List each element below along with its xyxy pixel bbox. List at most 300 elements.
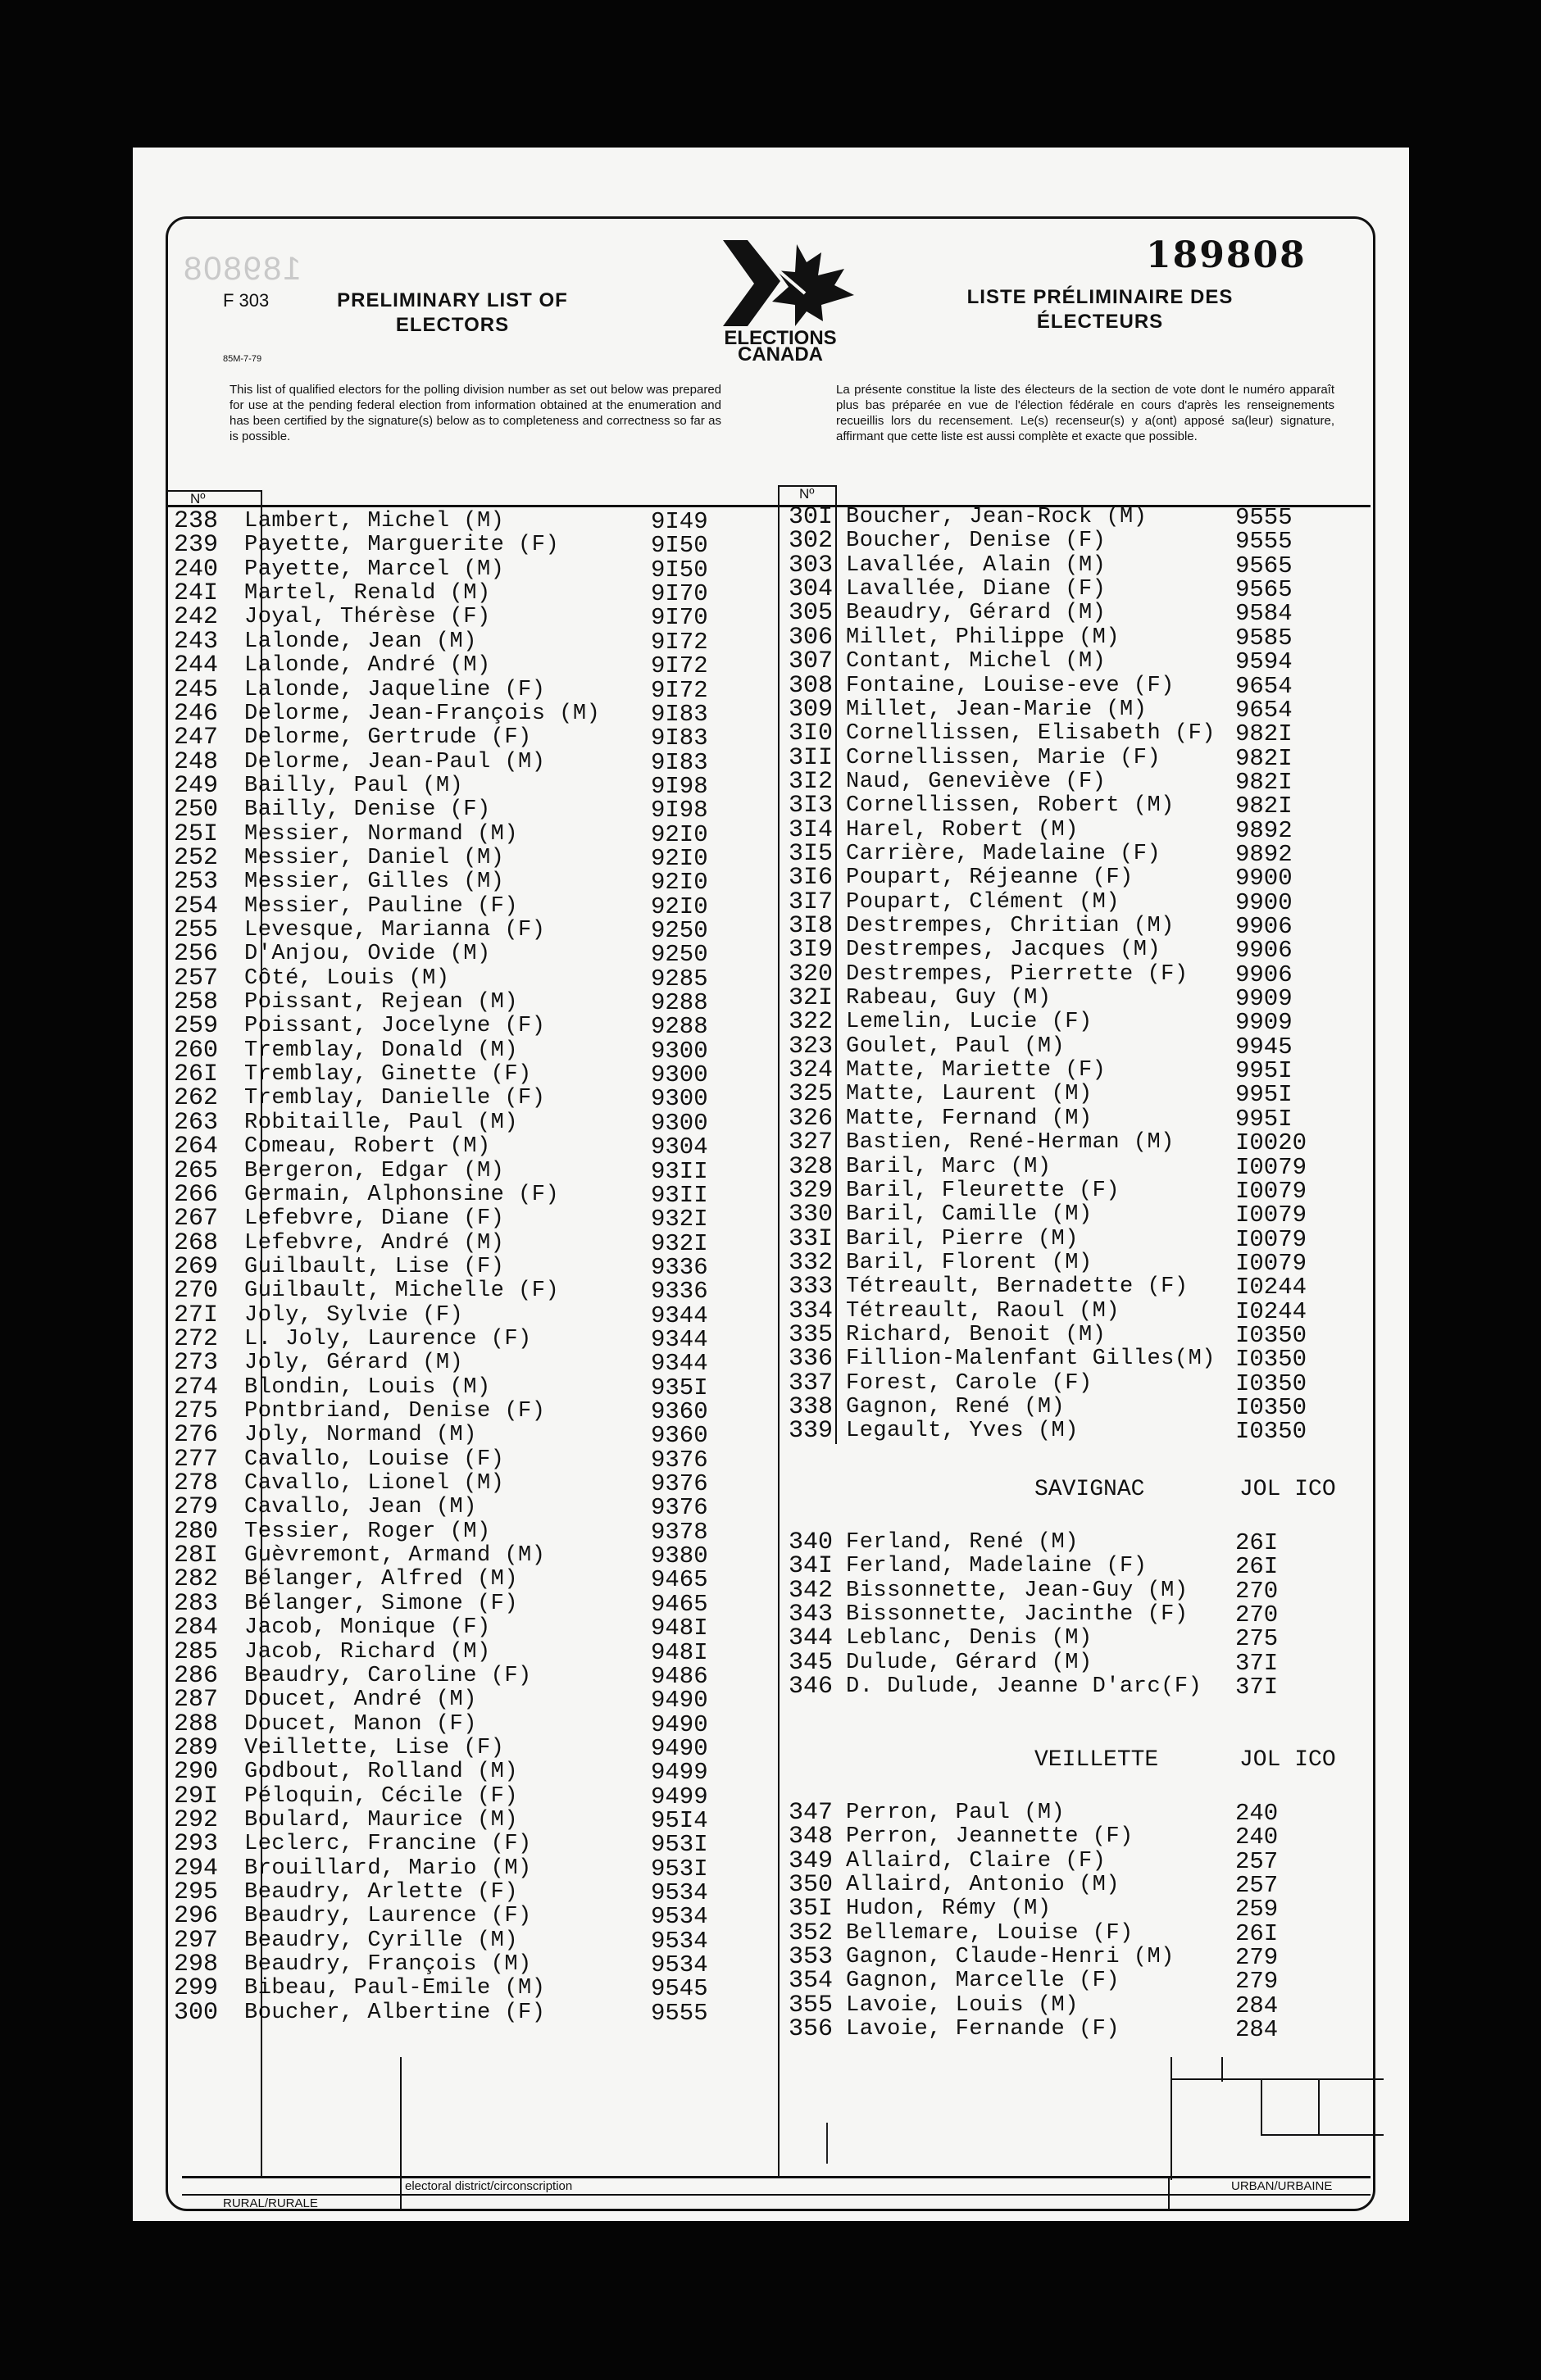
elector-number: 276 bbox=[174, 1421, 219, 1450]
elector-code: I0350 bbox=[1235, 1321, 1307, 1349]
elector-number: 284 bbox=[174, 1614, 219, 1642]
elector-row bbox=[133, 1080, 1409, 1109]
elector-code: 9534 bbox=[651, 1903, 708, 1931]
elector-code: 9360 bbox=[651, 1422, 708, 1450]
elector-name: Bergeron, Edgar (M) bbox=[244, 1158, 505, 1183]
elector-name: Messier, Daniel (M) bbox=[244, 845, 505, 870]
elector-row bbox=[133, 1493, 1409, 1522]
elector-number: 344 bbox=[789, 1624, 834, 1653]
elector-number: 258 bbox=[174, 988, 219, 1016]
section-veillette-code: JOL ICO bbox=[1239, 1747, 1336, 1773]
elector-number: 29I bbox=[174, 1782, 219, 1810]
elector-row bbox=[133, 1758, 1409, 1787]
no-col-top-left bbox=[167, 490, 262, 492]
elector-number: 264 bbox=[174, 1133, 219, 1161]
elector-code: 95I4 bbox=[651, 1806, 708, 1834]
elector-code: 92I0 bbox=[651, 844, 708, 872]
elector-name: Leclerc, Francine (F) bbox=[244, 1832, 532, 1857]
elector-row bbox=[133, 936, 1409, 965]
elector-number: 246 bbox=[174, 699, 219, 728]
form-code: F 303 bbox=[223, 290, 270, 311]
elector-name: Beaudry, François (M) bbox=[244, 1952, 532, 1977]
elector-row bbox=[133, 1825, 1409, 1849]
elector-code: 9594 bbox=[1235, 648, 1293, 676]
elector-row bbox=[133, 767, 1409, 796]
elector-number: 272 bbox=[174, 1324, 219, 1353]
elector-code: 948I bbox=[651, 1615, 708, 1642]
elector-name: Côté, Louis (M) bbox=[244, 965, 450, 991]
elector-code: 982I bbox=[1235, 768, 1293, 796]
elector-row bbox=[133, 1675, 1409, 1699]
elector-number: 266 bbox=[174, 1180, 219, 1209]
elector-row bbox=[133, 695, 1409, 724]
elector-number: 330 bbox=[789, 1201, 834, 1229]
no-header-right: Nº bbox=[799, 486, 815, 502]
elector-name: Lefebvre, Diane (F) bbox=[244, 1206, 505, 1232]
elector-code: 948I bbox=[651, 1638, 708, 1666]
signature-divider bbox=[826, 2123, 828, 2164]
elector-name: Joly, Sylvie (F) bbox=[244, 1302, 464, 1328]
elector-number: 283 bbox=[174, 1589, 219, 1618]
document-sheet bbox=[133, 148, 1409, 2221]
elector-name: Boulard, Maurice (M) bbox=[244, 1807, 519, 1833]
elector-code: 9892 bbox=[1235, 840, 1293, 868]
elector-row bbox=[133, 1008, 1409, 1037]
elector-number: 250 bbox=[174, 796, 219, 824]
elector-number: 33I bbox=[789, 1224, 834, 1253]
elector-name: Blondin, Louis (M) bbox=[244, 1374, 491, 1400]
elector-name: Gagnon, René (M) bbox=[846, 1395, 1066, 1419]
elector-number: 355 bbox=[789, 1991, 834, 2019]
elector-row bbox=[133, 1943, 1409, 1972]
elector-code: 9376 bbox=[651, 1446, 708, 1474]
elector-code: 9I72 bbox=[651, 652, 708, 680]
elector-code: 257 bbox=[1235, 1847, 1279, 1875]
elector-number: 292 bbox=[174, 1805, 219, 1834]
elector-name: Bibeau, Paul-Emile (M) bbox=[244, 1976, 546, 2001]
elector-code: 259 bbox=[1235, 1896, 1279, 1924]
elector-number: 339 bbox=[789, 1417, 834, 1446]
elector-code: I0244 bbox=[1235, 1274, 1307, 1301]
elector-row bbox=[133, 1417, 1409, 1446]
urban-label: URBAN/URBAINE bbox=[1231, 2179, 1333, 2193]
elector-name: Lavallée, Diane (F) bbox=[846, 577, 1107, 602]
elector-name: Dulude, Gérard (M) bbox=[846, 1650, 1093, 1675]
elector-code: 9336 bbox=[651, 1278, 708, 1306]
logo-line2: CANADA bbox=[738, 343, 823, 366]
elector-name: Jacob, Monique (F) bbox=[244, 1615, 491, 1641]
elector-name: Poissant, Rejean (M) bbox=[244, 990, 519, 1015]
elector-number: 356 bbox=[789, 2015, 834, 2044]
elector-name: Bélanger, Alfred (M) bbox=[244, 1567, 519, 1592]
elector-number: 342 bbox=[789, 1576, 834, 1605]
elector-number: 286 bbox=[174, 1661, 219, 1690]
elector-code: I0079 bbox=[1235, 1201, 1307, 1229]
elector-number: 252 bbox=[174, 843, 219, 872]
elector-number: 352 bbox=[789, 1919, 834, 1947]
elector-number: 305 bbox=[789, 599, 834, 628]
intro-fr: La présente constitue la liste des électeurs de la section de vote dont le numéro apparaît plus bas préparée en vue de l'élection fédérale en cours d'après les renseignements recueillis lors du recensement. Le(s) recenseur(s) y a(ont) apposé sa(leur) signature, affirmant que cette liste est aussi complète et exacte que possible. bbox=[836, 383, 1334, 443]
elector-name: Tremblay, Danielle (F) bbox=[244, 1086, 546, 1111]
elector-code: 284 bbox=[1235, 1992, 1279, 2019]
elector-name: Matte, Mariette (F) bbox=[846, 1058, 1107, 1083]
elector-number: 257 bbox=[174, 964, 219, 992]
elector-code: I0079 bbox=[1235, 1249, 1307, 1277]
elector-code: 9906 bbox=[1235, 913, 1293, 940]
elector-name: L. Joly, Laurence (F) bbox=[244, 1326, 532, 1351]
elector-name: Leblanc, Denis (M) bbox=[846, 1626, 1093, 1651]
elector-name: Messier, Pauline (F) bbox=[244, 893, 519, 919]
elector-number: 27I bbox=[174, 1301, 219, 1329]
elector-name: Poupart, Clément (M) bbox=[846, 889, 1121, 915]
elector-number: 328 bbox=[789, 1152, 834, 1181]
elector-number: 256 bbox=[174, 940, 219, 969]
elector-number: 337 bbox=[789, 1369, 834, 1397]
elector-name: Destrempes, Chritian (M) bbox=[846, 914, 1175, 938]
elector-name: Delorme, Jean-Paul (M) bbox=[244, 749, 546, 774]
elector-code: 9909 bbox=[1235, 1009, 1293, 1037]
elector-row bbox=[133, 1393, 1409, 1421]
elector-name: Forest, Carole (F) bbox=[846, 1370, 1093, 1396]
elector-code: 9534 bbox=[651, 1951, 708, 1978]
elector-code: 9534 bbox=[651, 1927, 708, 1955]
elector-number: 274 bbox=[174, 1373, 219, 1401]
elector-number: 245 bbox=[174, 675, 219, 704]
elector-name: Cavallo, Louise (F) bbox=[244, 1447, 505, 1472]
elector-code: 9490 bbox=[651, 1734, 708, 1762]
elector-code: 9I70 bbox=[651, 580, 708, 607]
elector-number: 24I bbox=[174, 579, 219, 607]
elector-code: 284 bbox=[1235, 2016, 1279, 2044]
urban-rule-b bbox=[1261, 2134, 1384, 2136]
elector-name: Cornellissen, Robert (M) bbox=[846, 793, 1175, 819]
elector-code: 953I bbox=[651, 1831, 708, 1859]
elector-number: 304 bbox=[789, 575, 834, 603]
elector-code: 9I70 bbox=[651, 604, 708, 632]
elector-code: 93II bbox=[651, 1181, 708, 1209]
elector-row bbox=[133, 1919, 1409, 1947]
elector-number: 353 bbox=[789, 1943, 834, 1972]
elector-code: 275 bbox=[1235, 1625, 1279, 1653]
elector-code: 26I bbox=[1235, 1553, 1279, 1581]
elector-name: Baril, Pierre (M) bbox=[846, 1226, 1079, 1251]
elector-row bbox=[133, 647, 1409, 676]
elector-number: 32I bbox=[789, 984, 834, 1012]
elector-name: Messier, Gilles (M) bbox=[244, 870, 505, 895]
elector-number: 300 bbox=[174, 1998, 219, 2027]
elector-number: 278 bbox=[174, 1469, 219, 1497]
elector-number: 298 bbox=[174, 1951, 219, 1978]
elector-name: Cornellissen, Marie (F) bbox=[846, 745, 1161, 770]
elector-name: Bellemare, Louise (F) bbox=[846, 1920, 1134, 1946]
elector-code: 9I83 bbox=[651, 748, 708, 776]
elector-number: 290 bbox=[174, 1758, 219, 1787]
elector-row bbox=[133, 1445, 1409, 1474]
elector-code: 93II bbox=[651, 1157, 708, 1185]
elector-number: 306 bbox=[789, 623, 834, 652]
elector-number: 3I2 bbox=[789, 767, 834, 796]
elector-number: 327 bbox=[789, 1129, 834, 1157]
elector-code: 9486 bbox=[651, 1662, 708, 1690]
elector-name: Lalonde, Jaqueline (F) bbox=[244, 677, 546, 702]
elector-name: Tétreault, Bernadette (F) bbox=[846, 1274, 1189, 1300]
elector-row bbox=[133, 575, 1409, 603]
elector-name: Millet, Philippe (M) bbox=[846, 625, 1121, 650]
elector-code: 9300 bbox=[651, 1085, 708, 1113]
elector-code: 995I bbox=[1235, 1105, 1293, 1133]
elector-row bbox=[133, 599, 1409, 628]
elector-code: 9344 bbox=[651, 1325, 708, 1353]
elector-number: 308 bbox=[789, 671, 834, 700]
elector-number: 307 bbox=[789, 647, 834, 676]
elector-name: Lefebvre, André (M) bbox=[244, 1230, 505, 1256]
elector-name: Rabeau, Guy (M) bbox=[846, 986, 1052, 1011]
elector-name: Matte, Laurent (M) bbox=[846, 1082, 1093, 1107]
elector-row bbox=[133, 1152, 1409, 1181]
elector-number: 343 bbox=[789, 1601, 834, 1628]
elector-code: 9288 bbox=[651, 1013, 708, 1041]
elector-name: Matte, Fernand (M) bbox=[846, 1106, 1093, 1131]
elector-row bbox=[133, 2015, 1409, 2044]
intro-en: This list of qualified electors for the polling division number as set out below was prepared for use at the pending federal election from information obtained at the enumeration and has been certified by the signature(s) below as to completeness and correctness so far as is possible. bbox=[230, 383, 721, 443]
elector-name: Lalonde, André (M) bbox=[244, 653, 491, 679]
elector-name: Ferland, Madelaine (F) bbox=[846, 1554, 1148, 1579]
elector-code: 92I0 bbox=[651, 820, 708, 848]
elector-name: Bissonnette, Jacinthe (F) bbox=[846, 1602, 1189, 1627]
elector-code: I0079 bbox=[1235, 1177, 1307, 1205]
elector-name: Payette, Marcel (M) bbox=[244, 556, 505, 582]
elector-name: Lalonde, Jean (M) bbox=[244, 629, 477, 654]
elections-canada-logo bbox=[698, 236, 862, 375]
elector-name: Robitaille, Paul (M) bbox=[244, 1110, 519, 1135]
elector-code: 26I bbox=[1235, 1919, 1279, 1947]
elector-name: Guilbault, Michelle (F) bbox=[244, 1279, 560, 1304]
elector-name: Beaudry, Cyrille (M) bbox=[244, 1928, 519, 1953]
elector-code: 9380 bbox=[651, 1542, 708, 1569]
elector-number: 280 bbox=[174, 1517, 219, 1546]
elector-number: 299 bbox=[174, 1974, 219, 2003]
elector-code: 9555 bbox=[1235, 504, 1293, 531]
elector-name: Péloquin, Cécile (F) bbox=[244, 1783, 519, 1809]
elector-number: 329 bbox=[789, 1176, 834, 1205]
elector-row bbox=[133, 1469, 1409, 1497]
elector-row bbox=[133, 1104, 1409, 1133]
elector-number: 332 bbox=[789, 1248, 834, 1277]
elector-name: Delorme, Gertrude (F) bbox=[244, 725, 532, 751]
elector-row bbox=[133, 1345, 1409, 1374]
elector-row bbox=[133, 1224, 1409, 1253]
elector-code: 9I98 bbox=[651, 797, 708, 824]
elector-number: 345 bbox=[789, 1648, 834, 1677]
elector-number: 3I8 bbox=[789, 912, 834, 940]
elector-row bbox=[133, 815, 1409, 844]
elector-code: 37I bbox=[1235, 1649, 1279, 1677]
elector-name: D. Dulude, Jeanne D'arc(F) bbox=[846, 1674, 1202, 1700]
elector-row bbox=[133, 527, 1409, 556]
elector-name: Baril, Camille (M) bbox=[846, 1202, 1093, 1228]
elector-name: Gagnon, Marcelle (F) bbox=[846, 1969, 1121, 1994]
elector-number: 320 bbox=[789, 960, 834, 988]
elector-code: 9376 bbox=[651, 1470, 708, 1497]
elector-code: 92I0 bbox=[651, 892, 708, 920]
elector-name: Richard, Benoit (M) bbox=[846, 1322, 1107, 1347]
urban-rule-a bbox=[1172, 2078, 1384, 2080]
elector-number: 282 bbox=[174, 1565, 219, 1594]
elector-name: Ferland, René (M) bbox=[846, 1530, 1079, 1555]
elector-number: 3I4 bbox=[789, 815, 834, 844]
elector-number: 253 bbox=[174, 868, 219, 897]
elector-number: 247 bbox=[174, 724, 219, 752]
elector-code: 9I83 bbox=[651, 700, 708, 728]
elector-code: 9545 bbox=[651, 1975, 708, 2003]
elector-row bbox=[133, 743, 1409, 772]
elector-code: 9I98 bbox=[651, 772, 708, 800]
elector-row bbox=[133, 1846, 1409, 1875]
elector-code: 279 bbox=[1235, 1944, 1279, 1972]
elector-number: 324 bbox=[789, 1056, 834, 1085]
elector-number: 295 bbox=[174, 1878, 219, 1906]
elector-row bbox=[133, 888, 1409, 916]
elector-number: 30I bbox=[789, 503, 834, 531]
print-code: 85M-7-79 bbox=[223, 354, 262, 364]
elector-number: 287 bbox=[174, 1686, 219, 1715]
elector-row bbox=[133, 794, 1409, 818]
elector-number: 349 bbox=[789, 1846, 834, 1875]
elector-number: 289 bbox=[174, 1733, 219, 1762]
district-label: electoral district/circonscription bbox=[405, 2179, 573, 2193]
elector-row bbox=[133, 984, 1409, 1012]
section-veillette: VEILLETTE bbox=[1034, 1747, 1159, 1773]
elector-name: Beaudry, Arlette (F) bbox=[244, 1879, 519, 1905]
elector-name: Hudon, Rémy (M) bbox=[846, 1896, 1052, 1922]
elector-number: 296 bbox=[174, 1902, 219, 1931]
elector-code: 9906 bbox=[1235, 937, 1293, 965]
elector-number: 265 bbox=[174, 1156, 219, 1185]
elector-number: 3I6 bbox=[789, 864, 834, 892]
elector-number: 333 bbox=[789, 1273, 834, 1301]
elector-code: 9304 bbox=[651, 1133, 708, 1161]
elector-row bbox=[133, 1203, 1409, 1227]
elector-number: 254 bbox=[174, 892, 219, 920]
elector-name: Goulet, Paul (M) bbox=[846, 1033, 1066, 1059]
elector-row bbox=[133, 503, 1409, 531]
elector-row bbox=[133, 1297, 1409, 1325]
elector-number: 25I bbox=[174, 820, 219, 848]
elector-code: 953I bbox=[651, 1855, 708, 1883]
elector-code: I0020 bbox=[1235, 1129, 1307, 1157]
elector-name: Lambert, Michel (M) bbox=[244, 509, 505, 534]
elector-code: 9900 bbox=[1235, 888, 1293, 916]
logo-line1: ELECTIONS bbox=[724, 327, 837, 349]
urban-divider-b bbox=[1261, 2078, 1262, 2136]
elector-name: Tétreault, Raoul (M) bbox=[846, 1298, 1121, 1324]
elector-number: 354 bbox=[789, 1967, 834, 1996]
elector-number: 297 bbox=[174, 1926, 219, 1955]
elector-name: Boucher, Denise (F) bbox=[846, 529, 1107, 554]
elector-code: I0350 bbox=[1235, 1369, 1307, 1397]
elector-code: 995I bbox=[1235, 1081, 1293, 1109]
elector-name: Cornellissen, Elisabeth (F) bbox=[846, 721, 1216, 747]
section-savignac: SAVIGNAC bbox=[1034, 1477, 1145, 1502]
elector-number: 268 bbox=[174, 1229, 219, 1257]
title-en-line2: ELECTORS bbox=[395, 314, 510, 336]
elector-code: I0350 bbox=[1235, 1394, 1307, 1421]
elector-name: Beaudry, Laurence (F) bbox=[244, 1904, 532, 1929]
elector-number: 3I5 bbox=[789, 839, 834, 868]
maple-x-icon bbox=[698, 236, 862, 334]
elector-code: 9344 bbox=[651, 1301, 708, 1329]
elector-code: 9300 bbox=[651, 1061, 708, 1089]
elector-code: 9I50 bbox=[651, 532, 708, 560]
elector-number: 263 bbox=[174, 1108, 219, 1137]
elector-number: 325 bbox=[789, 1080, 834, 1109]
elector-number: 322 bbox=[789, 1008, 834, 1037]
title-en bbox=[330, 288, 575, 338]
elector-code: 982I bbox=[1235, 744, 1293, 772]
elector-name: Guilbault, Lise (F) bbox=[244, 1254, 505, 1279]
elector-name: Tessier, Roger (M) bbox=[244, 1519, 491, 1544]
elector-number: 294 bbox=[174, 1854, 219, 1883]
elector-name: Bailly, Paul (M) bbox=[244, 773, 464, 798]
elector-name: Payette, Marguerite (F) bbox=[244, 533, 560, 558]
elector-code: 9490 bbox=[651, 1710, 708, 1738]
elector-row bbox=[133, 1733, 1409, 1762]
elector-number: 347 bbox=[789, 1799, 834, 1827]
elector-name: Baril, Fleurette (F) bbox=[846, 1178, 1121, 1203]
footer-region bbox=[182, 2057, 1382, 2188]
elector-number: 277 bbox=[174, 1445, 219, 1474]
elector-name: Baril, Marc (M) bbox=[846, 1154, 1052, 1179]
elector-code: 9892 bbox=[1235, 816, 1293, 844]
elector-row bbox=[133, 1801, 1409, 1825]
elector-name: Destrempes, Jacques (M) bbox=[846, 938, 1161, 963]
elector-code: 9490 bbox=[651, 1687, 708, 1715]
elector-number: 302 bbox=[789, 527, 834, 556]
elector-name: Guèvremont, Armand (M) bbox=[244, 1543, 546, 1568]
rural-box bbox=[182, 2057, 402, 2180]
elector-code: 932I bbox=[651, 1229, 708, 1257]
elector-code: 982I bbox=[1235, 720, 1293, 748]
elector-name: Gagnon, Claude-Henri (M) bbox=[846, 1945, 1175, 1970]
elector-code: 9499 bbox=[651, 1783, 708, 1810]
elector-row bbox=[133, 1056, 1409, 1085]
elector-code: 9I72 bbox=[651, 676, 708, 704]
elector-number: 243 bbox=[174, 627, 219, 656]
rural-label: RURAL/RURALE bbox=[223, 2196, 318, 2210]
elector-code: 932I bbox=[651, 1206, 708, 1233]
elector-name: Perron, Jeannette (F) bbox=[846, 1824, 1134, 1850]
elector-number: 346 bbox=[789, 1673, 834, 1701]
elector-row bbox=[133, 1369, 1409, 1397]
elector-row bbox=[133, 1967, 1409, 1996]
elector-name: Poissant, Jocelyne (F) bbox=[244, 1014, 546, 1039]
elector-name: Perron, Paul (M) bbox=[846, 1801, 1066, 1825]
elector-number: 34I bbox=[789, 1552, 834, 1581]
elector-number: 270 bbox=[174, 1277, 219, 1306]
elector-code: 9285 bbox=[651, 965, 708, 992]
elector-number: 3I3 bbox=[789, 792, 834, 820]
elector-number: 239 bbox=[174, 531, 219, 560]
elector-name: Poupart, Réjeanne (F) bbox=[846, 865, 1134, 891]
elector-row bbox=[133, 1248, 1409, 1277]
elector-code: 9288 bbox=[651, 989, 708, 1016]
elector-name: Tremblay, Donald (M) bbox=[244, 1038, 519, 1063]
elector-row bbox=[133, 1991, 1409, 2019]
elector-name: Levesque, Marianna (F) bbox=[244, 918, 546, 942]
elector-row bbox=[133, 839, 1409, 868]
elector-name: Bélanger, Simone (F) bbox=[244, 1591, 519, 1616]
elector-code: 9I83 bbox=[651, 724, 708, 752]
